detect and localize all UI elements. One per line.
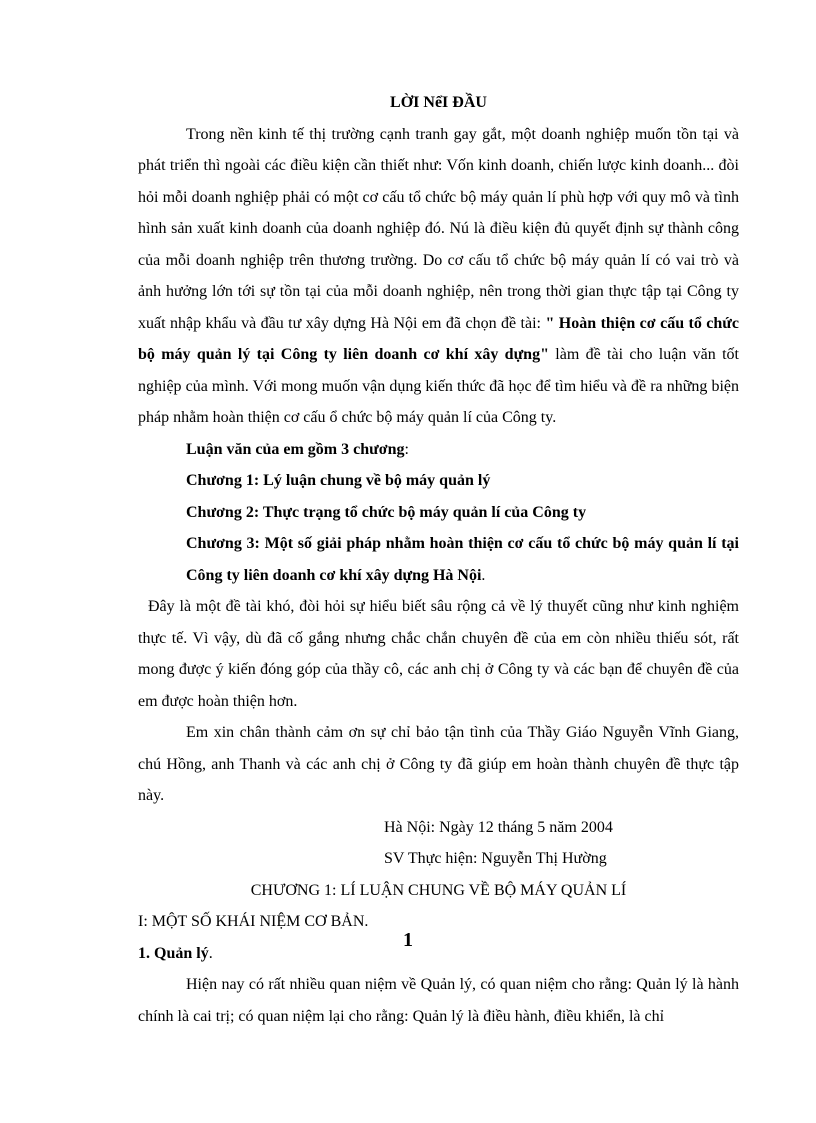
body-paragraph: Hiện nay có rất nhiều quan niệm về Quản lý, có quan niệm cho rằng: Quản lý là hành chính là cai trị; có quan niệm lại cho rằng: Quản lý là điều hành, điều khiển, là chỉ xyxy=(138,976,739,1025)
signature-author: SV Thực hiện: Nguyễn Thị Hường xyxy=(384,850,607,867)
structure-lead xyxy=(138,434,739,466)
chapter-3-text: Chương 3: Một số giải pháp nhằm hoàn thiện cơ cấu tổ chức bộ máy quản lí tại Công ty liên doanh cơ khí xây dựng Hà Nội xyxy=(186,535,739,584)
subsection-heading-period: . xyxy=(208,944,213,962)
chapter-3-period: . xyxy=(481,566,486,584)
section-heading: I: MỘT SỐ KHÁI NIỆM CƠ BẢN. xyxy=(138,913,369,930)
chapter-1-line: Chương 1: Lý luận chung về bộ máy quản lý xyxy=(186,472,491,489)
difficulty-paragraph: Đây là một đề tài khó, đòi hỏi sự hiểu biết sâu rộng cả về lý thuyết cũng như kinh nghiệm thực tế. Vì vậy, dù đã cố gắng nhưng chắc chắn chuyên đề của em còn nhiều thiếu sót, rất mong được ý kiến đóng góp của thầy cô, các anh chị ở Công ty và các bạn để chuyên đề của em được hoàn thiện hơn. xyxy=(138,598,739,710)
chapter-3-line xyxy=(138,528,739,591)
intro-text-part1: Trong nền kinh tế thị trường cạnh tranh gay gắt, một doanh nghiệp muốn tồn tại và phát triển thì ngoài các điều kiện cần thiết như: Vốn kinh doanh, chiến lược kinh doanh... đòi hỏi mỗi doanh nghiệp phải có một cơ cấu tổ chức bộ máy quản lí phù hợp với quy mô và tình hình sản xuất kinh doanh của doanh nghiệp đó. Nú là điều kiện đủ quyết định sự thành công của mỗi doanh nghiệp trên thương trường. Do cơ cấu tổ chức bộ máy quản lí có vai trò và ảnh hưởng lớn tới sự tồn tại của mỗi doanh nghiệp, nên trong thời gian thực tập tại Công ty xuất nhập khẩu và đầu tư xây dựng Hà Nội em đã chọn đề tài: xyxy=(138,125,739,332)
thanks-paragraph: Em xin chân thành cảm ơn sự chỉ bảo tận tình của Thầy Giáo Nguyễn Vĩnh Giang, chú Hồng, anh Thanh và các anh chị ở Công ty đã giúp em hoàn thành chuyên đề thực tập này. xyxy=(138,724,739,804)
subsection-heading-text: 1. Quản lý xyxy=(138,944,209,962)
chapter-2-line: Chương 2: Thực trạng tổ chức bộ máy quản lí của Công ty xyxy=(186,503,587,521)
signature-date: Hà Nội: Ngày 12 tháng 5 năm 2004 xyxy=(384,818,613,836)
intro-text-part2: làm đề tài cho luận văn tốt nghiệp của mình. Với mong muốn vận dụng kiến thức đã học để tìm hiểu và đề ra những biện pháp nhằm hoàn thiện cơ cấu ổ chức bộ máy quản lí của Công ty. xyxy=(138,346,739,426)
structure-lead-text: Luận văn của em gồm 3 chương xyxy=(186,440,405,458)
chapter-heading: CHƯƠNG 1: LÍ LUẬN CHUNG VỀ BỘ MÁY QUẢN LÍ xyxy=(250,881,627,899)
thesis-topic: " Hoàn thiện cơ cấu tổ chức bộ máy quản lý tại Công ty liên doanh cơ khí xây dựng" xyxy=(138,314,740,363)
document-title: LỜI NểI ĐẦU xyxy=(390,94,487,111)
structure-lead-colon: : xyxy=(404,440,409,458)
page-number: 1 xyxy=(403,929,413,951)
page-content xyxy=(138,87,739,1032)
intro-paragraph xyxy=(138,119,739,434)
